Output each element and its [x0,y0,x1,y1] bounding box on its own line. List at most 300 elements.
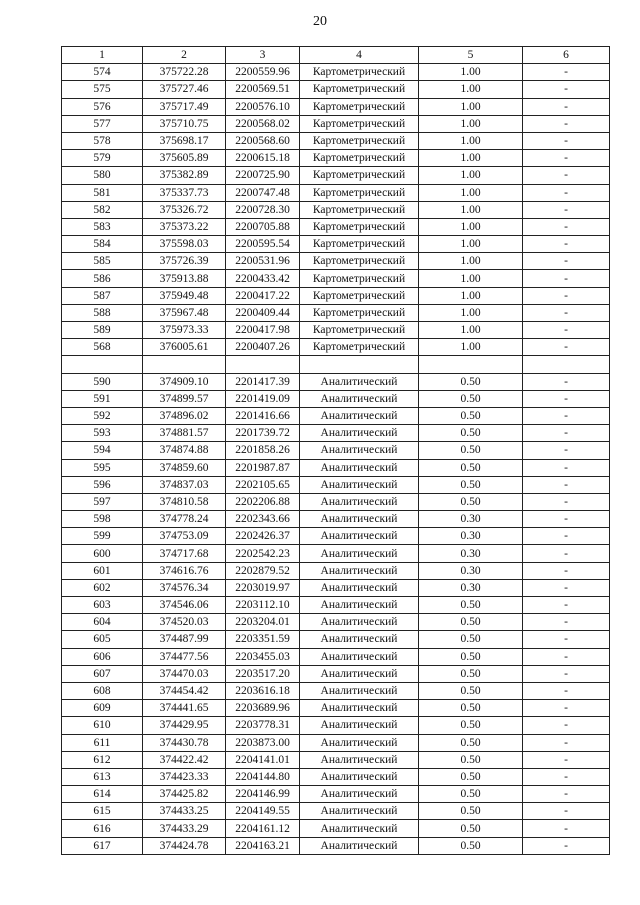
method-cell: Картометрический [300,184,419,201]
point-number-cell: 597 [62,493,143,510]
y-coordinate-cell: 2200417.98 [226,322,300,339]
table-row [62,459,610,476]
x-coordinate-cell: 375605.89 [143,150,226,167]
method-cell: Аналитический [300,579,419,596]
accuracy-cell: 1.00 [419,150,523,167]
accuracy-cell: 1.00 [419,98,523,115]
accuracy-cell: 0.50 [419,682,523,699]
method-cell: Аналитический [300,390,419,407]
method-cell: Аналитический [300,803,419,820]
point-number-cell: 575 [62,81,143,98]
table-row [62,803,610,820]
note-cell: - [523,425,610,442]
method-cell: Картометрический [300,201,419,218]
method-cell: Аналитический [300,528,419,545]
accuracy-cell: 1.00 [419,218,523,235]
table-body [62,64,610,855]
table-row [62,597,610,614]
point-number-cell: 587 [62,287,143,304]
x-coordinate-cell: 375722.28 [143,64,226,81]
y-coordinate-cell: 2204161.12 [226,820,300,837]
y-coordinate-cell: 2204149.55 [226,803,300,820]
y-coordinate-cell: 2200417.22 [226,287,300,304]
table-row [62,511,610,528]
y-coordinate-cell: 2203351.59 [226,631,300,648]
y-coordinate-cell: 2200531.96 [226,253,300,270]
point-number-cell: 589 [62,322,143,339]
method-cell: Картометрический [300,64,419,81]
note-cell: - [523,786,610,803]
accuracy-cell: 0.50 [419,665,523,682]
y-coordinate-cell: 2202206.88 [226,493,300,510]
method-cell: Аналитический [300,442,419,459]
x-coordinate-cell: 374881.57 [143,425,226,442]
note-cell: - [523,115,610,132]
x-coordinate-cell: 374874.88 [143,442,226,459]
method-cell: Картометрический [300,150,419,167]
x-coordinate-cell: 374778.24 [143,511,226,528]
y-coordinate-cell: 2200615.18 [226,150,300,167]
accuracy-cell: 0.50 [419,407,523,424]
table-row [62,132,610,149]
table-row [62,717,610,734]
y-coordinate-cell: 2203455.03 [226,648,300,665]
y-coordinate-cell: 2203112.10 [226,597,300,614]
table-row [62,270,610,287]
accuracy-cell: 1.00 [419,236,523,253]
table-row [62,528,610,545]
accuracy-cell [419,356,523,373]
y-coordinate-cell: 2202343.66 [226,511,300,528]
point-number-cell: 595 [62,459,143,476]
table-row [62,356,610,373]
point-number-cell: 616 [62,820,143,837]
note-cell: - [523,734,610,751]
point-number-cell: 613 [62,768,143,785]
table-row [62,493,610,510]
x-coordinate-cell: 375710.75 [143,115,226,132]
y-coordinate-cell: 2200433.42 [226,270,300,287]
note-cell: - [523,528,610,545]
x-coordinate-cell: 375726.39 [143,253,226,270]
table-row [62,115,610,132]
method-cell: Аналитический [300,407,419,424]
x-coordinate-cell: 374487.99 [143,631,226,648]
method-cell: Аналитический [300,751,419,768]
table-row [62,253,610,270]
accuracy-cell: 0.30 [419,511,523,528]
point-number-cell: 586 [62,270,143,287]
point-number-cell: 593 [62,425,143,442]
x-coordinate-cell: 374470.03 [143,665,226,682]
table-row [62,786,610,803]
x-coordinate-cell: 374433.25 [143,803,226,820]
method-cell: Аналитический [300,734,419,751]
accuracy-cell: 0.50 [419,631,523,648]
x-coordinate-cell: 374425.82 [143,786,226,803]
accuracy-cell: 1.00 [419,287,523,304]
note-cell: - [523,81,610,98]
method-cell: Аналитический [300,511,419,528]
note-cell: - [523,493,610,510]
note-cell: - [523,476,610,493]
y-coordinate-cell: 2200576.10 [226,98,300,115]
method-cell: Аналитический [300,459,419,476]
y-coordinate-cell: 2203873.00 [226,734,300,751]
accuracy-cell: 1.00 [419,304,523,321]
table-row [62,287,610,304]
table-row [62,631,610,648]
point-number-cell: 603 [62,597,143,614]
y-coordinate-cell [226,356,300,373]
method-cell: Аналитический [300,614,419,631]
table-row [62,734,610,751]
table-row [62,150,610,167]
point-number-cell: 615 [62,803,143,820]
x-coordinate-cell: 375698.17 [143,132,226,149]
point-number-cell: 611 [62,734,143,751]
accuracy-cell: 0.30 [419,528,523,545]
accuracy-cell: 0.50 [419,700,523,717]
y-coordinate-cell: 2201419.09 [226,390,300,407]
table-row [62,614,610,631]
header-cell: 6 [523,47,610,64]
table-row [62,81,610,98]
note-cell: - [523,236,610,253]
x-coordinate-cell: 374433.29 [143,820,226,837]
x-coordinate-cell: 375717.49 [143,98,226,115]
x-coordinate-cell: 374909.10 [143,373,226,390]
point-number-cell: 614 [62,786,143,803]
point-number-cell: 576 [62,98,143,115]
accuracy-cell: 1.00 [419,115,523,132]
method-cell: Аналитический [300,493,419,510]
header-cell: 2 [143,47,226,64]
accuracy-cell: 1.00 [419,184,523,201]
accuracy-cell: 0.30 [419,579,523,596]
table-row [62,768,610,785]
x-coordinate-cell: 375337.73 [143,184,226,201]
note-cell: - [523,150,610,167]
note-cell: - [523,373,610,390]
method-cell: Картометрический [300,98,419,115]
method-cell: Аналитический [300,476,419,493]
note-cell: - [523,287,610,304]
accuracy-cell: 0.50 [419,648,523,665]
x-coordinate-cell: 374837.03 [143,476,226,493]
y-coordinate-cell: 2200725.90 [226,167,300,184]
point-number-cell: 604 [62,614,143,631]
method-cell: Картометрический [300,287,419,304]
x-coordinate-cell: 374423.33 [143,768,226,785]
header-cell: 1 [62,47,143,64]
method-cell: Аналитический [300,597,419,614]
accuracy-cell: 1.00 [419,81,523,98]
accuracy-cell: 1.00 [419,201,523,218]
point-number-cell: 581 [62,184,143,201]
header-cell: 4 [300,47,419,64]
table-row [62,820,610,837]
x-coordinate-cell: 374896.02 [143,407,226,424]
note-cell: - [523,837,610,854]
x-coordinate-cell: 374576.34 [143,579,226,596]
point-number-cell: 578 [62,132,143,149]
y-coordinate-cell: 2204163.21 [226,837,300,854]
accuracy-cell: 0.50 [419,717,523,734]
method-cell: Аналитический [300,768,419,785]
x-coordinate-cell: 374859.60 [143,459,226,476]
table-row [62,304,610,321]
x-coordinate-cell: 375382.89 [143,167,226,184]
y-coordinate-cell: 2200595.54 [226,236,300,253]
method-cell: Аналитический [300,700,419,717]
table-row [62,837,610,854]
header-cell: 5 [419,47,523,64]
accuracy-cell: 0.50 [419,459,523,476]
table-row [62,545,610,562]
y-coordinate-cell: 2201987.87 [226,459,300,476]
table-row [62,98,610,115]
method-cell: Картометрический [300,253,419,270]
note-cell: - [523,648,610,665]
accuracy-cell: 0.50 [419,442,523,459]
x-coordinate-cell: 375913.88 [143,270,226,287]
note-cell: - [523,304,610,321]
accuracy-cell: 0.50 [419,493,523,510]
method-cell: Аналитический [300,562,419,579]
method-cell: Аналитический [300,631,419,648]
point-number-cell: 585 [62,253,143,270]
accuracy-cell: 1.00 [419,167,523,184]
note-cell: - [523,201,610,218]
method-cell: Аналитический [300,373,419,390]
x-coordinate-cell: 374477.56 [143,648,226,665]
note-cell: - [523,339,610,356]
y-coordinate-cell: 2201416.66 [226,407,300,424]
x-coordinate-cell: 374810.58 [143,493,226,510]
x-coordinate-cell: 374520.03 [143,614,226,631]
accuracy-cell: 0.50 [419,597,523,614]
point-number-cell: 607 [62,665,143,682]
y-coordinate-cell: 2201739.72 [226,425,300,442]
x-coordinate-cell: 374753.09 [143,528,226,545]
header-row [62,47,610,64]
point-number-cell: 592 [62,407,143,424]
table-row [62,682,610,699]
x-coordinate-cell: 375973.33 [143,322,226,339]
point-number-cell: 580 [62,167,143,184]
accuracy-cell: 0.50 [419,803,523,820]
note-cell: - [523,579,610,596]
x-coordinate-cell: 374424.78 [143,837,226,854]
table-row [62,322,610,339]
point-number-cell: 577 [62,115,143,132]
y-coordinate-cell: 2204141.01 [226,751,300,768]
accuracy-cell: 1.00 [419,339,523,356]
method-cell: Картометрический [300,218,419,235]
method-cell: Аналитический [300,717,419,734]
y-coordinate-cell: 2200409.44 [226,304,300,321]
accuracy-cell: 0.50 [419,768,523,785]
point-number-cell: 584 [62,236,143,253]
x-coordinate-cell: 375326.72 [143,201,226,218]
note-cell: - [523,545,610,562]
point-number-cell: 610 [62,717,143,734]
table-row [62,339,610,356]
table-row [62,425,610,442]
x-coordinate-cell: 374546.06 [143,597,226,614]
point-number-cell: 599 [62,528,143,545]
method-cell: Аналитический [300,682,419,699]
note-cell: - [523,98,610,115]
note-cell: - [523,459,610,476]
method-cell: Картометрический [300,81,419,98]
x-coordinate-cell: 375949.48 [143,287,226,304]
note-cell: - [523,322,610,339]
y-coordinate-cell: 2200747.48 [226,184,300,201]
point-number-cell: 606 [62,648,143,665]
note-cell: - [523,631,610,648]
table-row [62,167,610,184]
method-cell: Аналитический [300,820,419,837]
accuracy-cell: 0.50 [419,751,523,768]
y-coordinate-cell: 2200568.60 [226,132,300,149]
method-cell: Картометрический [300,132,419,149]
table-row [62,700,610,717]
x-coordinate-cell: 374429.95 [143,717,226,734]
method-cell: Аналитический [300,837,419,854]
accuracy-cell: 0.50 [419,476,523,493]
point-number-cell: 591 [62,390,143,407]
accuracy-cell: 1.00 [419,253,523,270]
note-cell: - [523,597,610,614]
point-number-cell: 583 [62,218,143,235]
x-coordinate-cell [143,356,226,373]
y-coordinate-cell: 2202542.23 [226,545,300,562]
point-number-cell: 609 [62,700,143,717]
table-row [62,442,610,459]
table-row [62,407,610,424]
method-cell: Картометрический [300,236,419,253]
method-cell: Картометрический [300,322,419,339]
accuracy-cell: 1.00 [419,322,523,339]
table-row [62,751,610,768]
y-coordinate-cell: 2200705.88 [226,218,300,235]
y-coordinate-cell: 2200407.26 [226,339,300,356]
note-cell: - [523,820,610,837]
point-number-cell: 608 [62,682,143,699]
note-cell [523,356,610,373]
note-cell: - [523,132,610,149]
method-cell [300,356,419,373]
point-number-cell: 605 [62,631,143,648]
y-coordinate-cell: 2202105.65 [226,476,300,493]
accuracy-cell: 0.50 [419,837,523,854]
point-number-cell: 590 [62,373,143,390]
y-coordinate-cell: 2202879.52 [226,562,300,579]
accuracy-cell: 0.50 [419,390,523,407]
note-cell: - [523,184,610,201]
table-row [62,64,610,81]
note-cell: - [523,64,610,81]
x-coordinate-cell: 374430.78 [143,734,226,751]
table-row [62,390,610,407]
note-cell: - [523,768,610,785]
point-number-cell: 612 [62,751,143,768]
point-number-cell: 598 [62,511,143,528]
accuracy-cell: 0.50 [419,786,523,803]
note-cell: - [523,407,610,424]
note-cell: - [523,253,610,270]
note-cell: - [523,717,610,734]
note-cell: - [523,511,610,528]
y-coordinate-cell: 2204146.99 [226,786,300,803]
accuracy-cell: 0.30 [419,562,523,579]
note-cell: - [523,390,610,407]
accuracy-cell: 0.50 [419,373,523,390]
method-cell: Аналитический [300,786,419,803]
note-cell: - [523,442,610,459]
note-cell: - [523,682,610,699]
y-coordinate-cell: 2200569.51 [226,81,300,98]
method-cell: Аналитический [300,648,419,665]
y-coordinate-cell: 2200568.02 [226,115,300,132]
table-row [62,648,610,665]
y-coordinate-cell: 2203517.20 [226,665,300,682]
point-number-cell: 601 [62,562,143,579]
y-coordinate-cell: 2204144.80 [226,768,300,785]
point-number-cell: 600 [62,545,143,562]
point-number-cell: 602 [62,579,143,596]
y-coordinate-cell: 2201858.26 [226,442,300,459]
table-row [62,373,610,390]
y-coordinate-cell: 2201417.39 [226,373,300,390]
coordinates-table [61,46,610,855]
y-coordinate-cell: 2200728.30 [226,201,300,218]
x-coordinate-cell: 374422.42 [143,751,226,768]
note-cell: - [523,270,610,287]
note-cell: - [523,751,610,768]
method-cell: Картометрический [300,304,419,321]
table-row [62,665,610,682]
x-coordinate-cell: 375598.03 [143,236,226,253]
point-number-cell: 582 [62,201,143,218]
y-coordinate-cell: 2200559.96 [226,64,300,81]
x-coordinate-cell: 374717.68 [143,545,226,562]
method-cell: Аналитический [300,665,419,682]
accuracy-cell: 1.00 [419,64,523,81]
header-cell: 3 [226,47,300,64]
method-cell: Аналитический [300,425,419,442]
table-row [62,184,610,201]
accuracy-cell: 0.50 [419,614,523,631]
note-cell: - [523,665,610,682]
note-cell: - [523,700,610,717]
y-coordinate-cell: 2203019.97 [226,579,300,596]
x-coordinate-cell: 375373.22 [143,218,226,235]
x-coordinate-cell: 375727.46 [143,81,226,98]
method-cell: Аналитический [300,545,419,562]
table-row [62,218,610,235]
x-coordinate-cell: 376005.61 [143,339,226,356]
note-cell: - [523,614,610,631]
table-row [62,562,610,579]
method-cell: Картометрический [300,115,419,132]
page-number: 20 [313,14,327,29]
accuracy-cell: 0.50 [419,820,523,837]
y-coordinate-cell: 2202426.37 [226,528,300,545]
note-cell: - [523,803,610,820]
